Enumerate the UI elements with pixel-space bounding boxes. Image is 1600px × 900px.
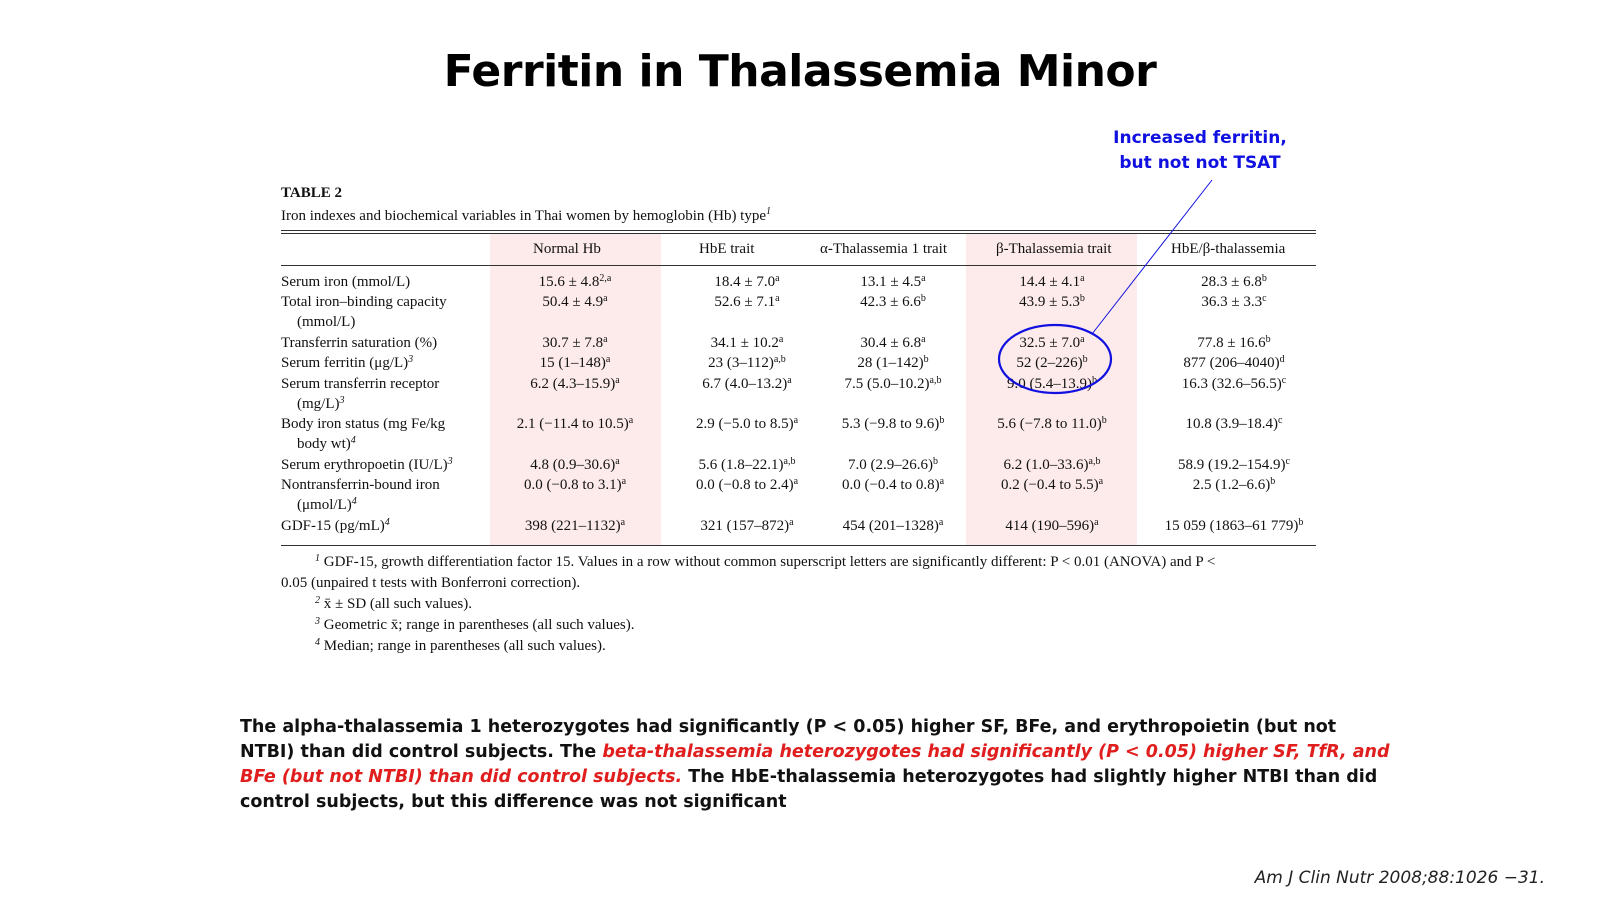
slide-title: Ferritin in Thalassemia Minor xyxy=(443,46,1157,97)
row-label-transferrin-saturation: Transferrin saturation (%) xyxy=(281,335,438,351)
cell-gdf-15-hbe-trait: 321 $(157-872)^a$ xyxy=(700,517,794,534)
footnote-3: $^3$ Geometric x̄; range in parentheses (all such values). xyxy=(315,616,635,633)
cell-serum-iron-hbe-beta-thal: 28.3 ± 6.8$^b$ xyxy=(1201,273,1267,290)
cell-ntbi-hbe-trait: 0.0 (−0.8 to 2.4)$^a$ xyxy=(695,476,799,493)
cell-serum-erythropoetin-normal-hb: 4.8 $(0.9-30.6)^a$ xyxy=(530,456,620,473)
cell-serum-iron-normal-hb: $15.6 \pm 4.8^{2,a}$ xyxy=(538,273,612,290)
cell-serum-erythropoetin-alpha-thal: 7.0 $(2.9-26.6)^b$ xyxy=(848,456,938,473)
cell-serum-transferrin-receptor-normal-hb: 6.2 $(4.3-15.9)^a$ xyxy=(530,375,620,392)
cell-serum-transferrin-receptor-hbe-beta-thal: 16.3 $(32.6-56.5)^c$ xyxy=(1181,375,1287,392)
citation: Am J Clin Nutr 2008;88:1026 −31. xyxy=(1254,868,1545,888)
summary-text-3: The HbE-thalassemia heterozygotes had slightly higher NTBI than did control subjects, but this difference was not significant xyxy=(240,767,1378,812)
cell-serum-iron-alpha-thal: 13.1 ± 4.5$^a$ xyxy=(860,273,926,290)
cell-body-iron-status-beta-thal: 5.6 (−7.8 to 11.0)$^b$ xyxy=(997,415,1107,432)
callout-line-1: Increased ferritin, xyxy=(1113,128,1287,148)
column-header-beta-thal: β-Thalassemia trait xyxy=(996,241,1112,257)
cell-serum-erythropoetin-beta-thal: 6.2 $(1.0-33.6)^{a,b}$ xyxy=(1003,456,1101,473)
cell-gdf-15-normal-hb: 398 $(221-1132)^a$ xyxy=(524,517,626,534)
row-label-tibc: Total iron–binding capacity (mmol/L) xyxy=(281,294,447,330)
cell-ntbi-alpha-thal: 0.0 (−0.4 to 0.8)$^a$ xyxy=(841,476,945,493)
cell-gdf-15-hbe-beta-thal: 15 059 (1863–61 779)$^b$ xyxy=(1164,517,1304,534)
footnote-2: $^2$ x̄ ± SD (all such values). xyxy=(315,595,472,612)
summary-text-1: The alpha-thalassemia 1 heterozygotes had significantly (P < 0.05) higher SF, BFe, and erythropoietin (but not NTBI) than did control subjects. The xyxy=(240,717,1337,762)
cell-ntbi-beta-thal: 0.2 (−0.4 to 5.5)$^a$ xyxy=(1000,476,1104,493)
cell-serum-transferrin-receptor-hbe-trait: 6.7 $(4.0-13.2)^a$ xyxy=(702,375,792,392)
table-label: TABLE 2 xyxy=(281,185,342,201)
cell-ntbi-hbe-beta-thal: 2.5 $(1.2-6.6)^b$ xyxy=(1192,476,1276,493)
cell-transferrin-saturation-hbe-trait: 34.1 ± 10.2$^a$ xyxy=(710,334,784,351)
cell-serum-iron-beta-thal: 14.4 ± 4.1$^a$ xyxy=(1019,273,1085,290)
cell-serum-ferritin-beta-thal: 52 $(2-226)^b$ xyxy=(1016,354,1088,371)
column-header-alpha-thal: α-Thalassemia 1 trait xyxy=(820,241,947,257)
row-label-serum-erythropoetin: Serum erythropoetin $(IU/L)^3$ xyxy=(281,456,453,473)
cell-transferrin-saturation-normal-hb: 30.7 ± 7.8$^a$ xyxy=(542,334,608,351)
cell-serum-iron-hbe-trait: 18.4 ± 7.0$^a$ xyxy=(714,273,780,290)
annotation-circle xyxy=(999,325,1111,393)
cell-ntbi-normal-hb: 0.0 (−0.8 to 3.1)$^a$ xyxy=(523,476,627,493)
annotation-pointer-line xyxy=(1092,180,1212,334)
footnote-1-continued: 0.05 (unpaired t tests with Bonferroni correction). xyxy=(281,575,581,591)
row-label-ntbi: Nontransferrin-bound iron $(\mu mol/L)^4$ xyxy=(281,477,440,513)
summary-highlight-text: beta-thalassemia heterozygotes had significantly (P < 0.05) higher SF, TfR, and BFe (but not NTBI) than did control subjects. xyxy=(240,742,1390,787)
cell-gdf-15-alpha-thal: 454 $(201-1328)^a$ xyxy=(842,517,944,534)
table-caption: Iron indexes and biochemical variables in Thai women by hemoglobin (Hb) type$^1$ xyxy=(281,206,772,224)
cell-tibc-beta-thal: 43.9 ± 5.3$^b$ xyxy=(1019,293,1085,310)
footnote-1: $^1$ GDF-15, growth differentiation factor 15. Values in a row without common superscript letters are significantly different: P < 0.01 (ANOVA) and P < xyxy=(315,553,1216,570)
cell-serum-ferritin-hbe-trait: 23 $(3-112)^{a,b}$ xyxy=(708,354,786,371)
cell-body-iron-status-hbe-beta-thal: 10.8 $(3.9-18.4)^c$ xyxy=(1185,415,1283,432)
cell-serum-ferritin-alpha-thal: 28 $(1-142)^b$ xyxy=(857,354,929,371)
column-header-hbe-trait: HbE trait xyxy=(699,241,755,257)
cell-serum-ferritin-normal-hb: 15 $(1-148)^a$ xyxy=(539,354,611,371)
cell-tibc-hbe-beta-thal: 36.3 ± 3.3$^c$ xyxy=(1201,293,1267,310)
row-label-gdf-15: GDF-15 $(pg/mL)^4$ xyxy=(281,517,390,534)
cell-transferrin-saturation-beta-thal: 32.5 ± 7.0$^a$ xyxy=(1019,334,1085,351)
cell-serum-erythropoetin-hbe-beta-thal: 58.9 $(19.2-154.9)^c$ xyxy=(1178,456,1290,473)
cell-tibc-normal-hb: 50.4 ± 4.9$^a$ xyxy=(542,293,608,310)
cell-transferrin-saturation-alpha-thal: 30.4 ± 6.8$^a$ xyxy=(860,334,926,351)
cell-serum-transferrin-receptor-beta-thal: 9.0 $(5.4-13.9)^b$ xyxy=(1007,375,1097,392)
row-label-serum-iron: Serum iron (mmol/L) xyxy=(281,274,411,290)
cell-gdf-15-beta-thal: 414 $(190-596)^a$ xyxy=(1005,517,1099,534)
column-header-hbe-beta-thal: HbE/β-thalassemia xyxy=(1171,241,1286,257)
cell-serum-erythropoetin-hbe-trait: 5.6 $(1.8-22.1)^{a,b}$ xyxy=(698,456,796,473)
row-label-serum-ferritin: Serum ferritin $(\mu g/L)^3$ xyxy=(281,354,414,371)
callout-line-2: but not not TSAT xyxy=(1119,153,1281,173)
row-label-body-iron-status: Body iron status (mg Fe/kg body wt)$^4$ xyxy=(281,416,446,452)
column-header-normal-hb: Normal Hb xyxy=(533,241,601,257)
cell-tibc-alpha-thal: 42.3 ± 6.6$^b$ xyxy=(860,293,926,310)
cell-body-iron-status-alpha-thal: 5.3 (−9.8 to 9.6)$^b$ xyxy=(841,415,945,432)
footnote-4: $^4$ Median; range in parentheses (all such values). xyxy=(315,637,606,654)
cell-tibc-hbe-trait: 52.6 ± 7.1$^a$ xyxy=(714,293,780,310)
cell-serum-ferritin-hbe-beta-thal: 877 $(206-4040)^d$ xyxy=(1183,354,1285,371)
row-label-serum-transferrin-receptor: Serum transferrin receptor $(mg/L)^3$ xyxy=(281,376,440,412)
cell-body-iron-status-normal-hb: 2.1 (−11.4 to 10.5)$^a$ xyxy=(516,415,634,432)
cell-transferrin-saturation-hbe-beta-thal: 77.8 ± 16.6$^b$ xyxy=(1197,334,1271,351)
cell-serum-transferrin-receptor-alpha-thal: 7.5 $(5.0-10.2)^{a,b}$ xyxy=(844,375,942,392)
cell-body-iron-status-hbe-trait: 2.9 (−5.0 to 8.5)$^a$ xyxy=(695,415,799,432)
